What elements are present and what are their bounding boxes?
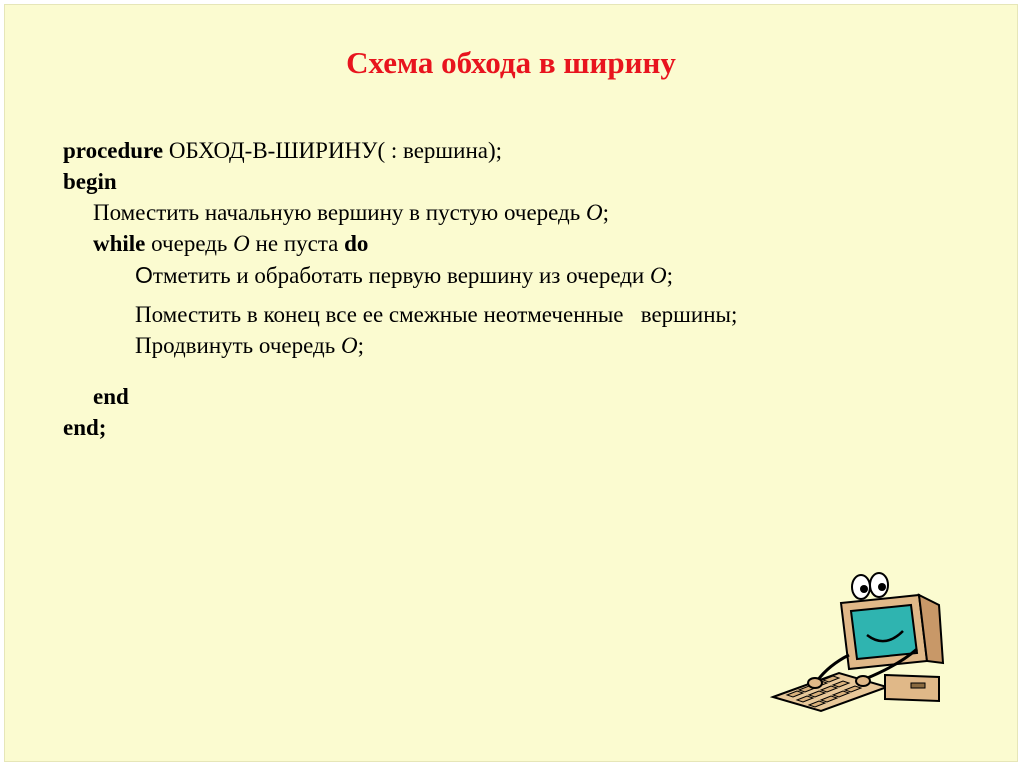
semicolon: ; (602, 200, 610, 225)
advance-text: Продвинуть очередь (135, 333, 341, 358)
code-line-enqueue-start (93, 199, 609, 227)
semicolon: ; (357, 333, 364, 358)
slide-title: Схема обхода в ширину (346, 45, 676, 80)
code-line-end-outer (63, 414, 106, 442)
code-line-enqueue-neighbors (135, 301, 737, 329)
queue-var: О (233, 231, 250, 256)
queue-var: О (586, 200, 603, 225)
keyword-procedure: procedure (63, 138, 164, 163)
keyword-begin: begin (63, 169, 117, 194)
keyword-end-final: end; (63, 415, 107, 440)
queue-var: О (650, 263, 667, 288)
while-condition-text: не пуста (249, 231, 345, 256)
keyword-end: end (93, 384, 129, 409)
procedure-signature: ОБХОД-В-ШИРИНУ( : вершина); (163, 138, 503, 163)
enqueue-neighbors-text: Поместить в конец все ее смежные неотмеченные вершины; (135, 302, 738, 327)
mark-first-letter: О (135, 262, 153, 288)
code-line-procedure (63, 137, 502, 165)
code-line-begin (63, 168, 117, 196)
enqueue-start-text: Поместить начальную вершину в пустую очередь (93, 200, 586, 225)
code-line-advance (135, 332, 364, 360)
while-text: очередь (145, 231, 234, 256)
code-line-mark-process (135, 261, 673, 290)
slide (4, 4, 1018, 762)
semicolon: ; (666, 263, 674, 288)
keyword-while: while (93, 231, 146, 256)
queue-var: О (340, 333, 358, 358)
computer-mascot-icon (769, 565, 949, 715)
keyword-do: do (344, 231, 369, 256)
mark-process-text: тметить и обработать первую вершину из очереди (152, 263, 650, 288)
code-line-while (93, 230, 368, 258)
code-line-end-inner (93, 383, 129, 411)
